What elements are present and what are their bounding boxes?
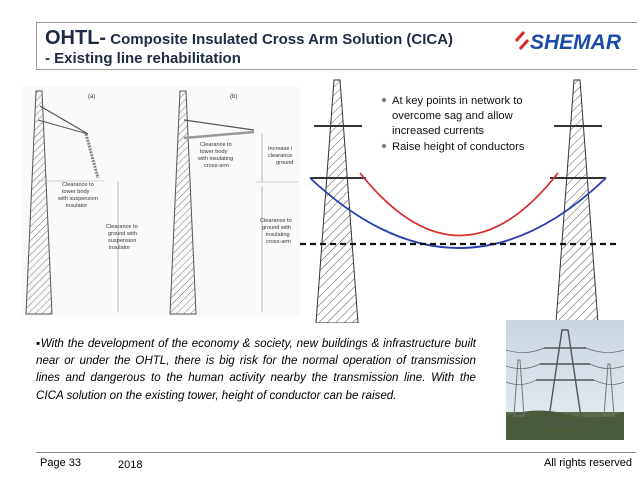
- logo-text: SHEMAR: [530, 31, 622, 54]
- clearance-a-body-text: Clearance to tower body with suspension insulator: [58, 182, 98, 209]
- title-main: Composite Insulated Cross Arm Solution (CICA): [106, 31, 454, 48]
- blue-conductor: [310, 178, 606, 248]
- bullet-2-text: Raise height of conductors: [392, 141, 525, 153]
- label-b: (b): [230, 94, 238, 100]
- page-number: Page 33: [40, 457, 81, 469]
- clearance-b-ground-text: Clearance to ground with insulating cross-arm: [260, 218, 292, 245]
- body-paragraph: ▪With the development of the economy & society, new buildings & infrastructure built near or under the OHTL, there is big risk for the normal operation of transmission lines and dangerous to the human activity nearby the transmission line. With the CICA solution on the existing tower, height of conductor can be raised.: [36, 337, 476, 402]
- conductor-sag-diagram: [300, 78, 618, 323]
- footer: [36, 452, 636, 475]
- increase-text: Increase i clearance ground: [268, 146, 294, 166]
- shemar-logo: [514, 27, 626, 55]
- cica-tower-photo: [506, 320, 624, 440]
- label-a: (a): [88, 94, 96, 100]
- red-conductor: [360, 173, 558, 236]
- footer-year: 2018: [118, 459, 143, 471]
- slide-title: [45, 27, 453, 50]
- slide-subtitle: - Existing line rehabilitation: [45, 50, 241, 67]
- tower-clearance-diagram: [22, 86, 300, 316]
- footer-rights: All rights reserved: [543, 457, 632, 469]
- clearance-b-body-text: Clearance to tower body with insulating cross-arm: [198, 142, 234, 169]
- clearance-a-ground-text: Clearance to ground with suspension insulator: [106, 224, 138, 251]
- title-prefix: OHTL-: [45, 27, 107, 49]
- bullet-1-text: At key points in network to overcome sag and allow increased currents: [392, 95, 523, 137]
